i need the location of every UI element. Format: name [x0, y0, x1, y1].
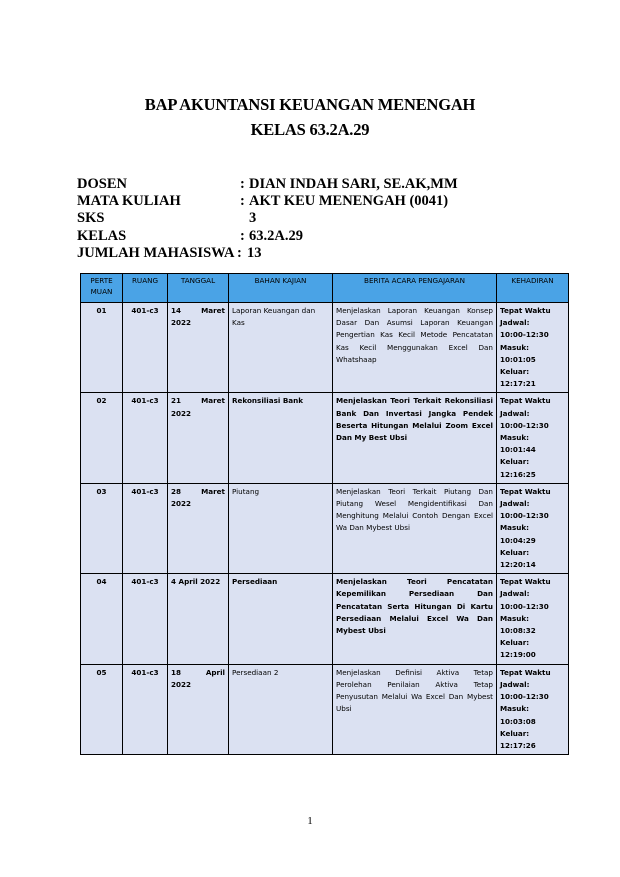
header-berita-acara: BERITA ACARA PENGAJARAN — [333, 274, 497, 303]
cell-tanggal: 4 April 2022 — [168, 574, 229, 664]
cell-pertemuan: 04 — [81, 574, 123, 664]
page-number: 1 — [307, 815, 313, 827]
info-label: KELAS — [77, 227, 127, 244]
cell-kehadiran: Tepat Waktu Jadwal: 10:00-12:30 Masuk: 10:04:29 Keluar: 12:20:14 — [497, 483, 569, 573]
cell-kehadiran: Tepat Waktu Jadwal: 10:00-12:30 Masuk: 10:03:08 Keluar: 12:17:26 — [497, 664, 569, 754]
info-value: DIAN INDAH SARI, SE.AK,MM — [249, 176, 458, 192]
header-ruang: RUANG — [123, 274, 168, 303]
cell-pertemuan: 01 — [81, 303, 123, 393]
attendance-table — [80, 273, 569, 755]
header-tanggal: TANGGAL — [168, 274, 229, 303]
table-row — [81, 393, 569, 483]
cell-bahan-kajian: Rekonsiliasi Bank — [229, 393, 333, 483]
cell-ruang: 401-c3 — [123, 303, 168, 393]
cell-berita-acara: Menjelaskan Teori Terkait Piutang Dan Piutang Wesel Mengidentifikasi Dan Menghitung Melalui Contoh Dengan Excel Wa Dan Mybest Ubsi — [333, 483, 497, 573]
table-header-row — [81, 274, 569, 303]
cell-kehadiran: Tepat Waktu Jadwal: 10:00-12:30 Masuk: 10:01:44 Keluar: 12:16:25 — [497, 393, 569, 483]
info-label: MATA KULIAH — [77, 193, 181, 210]
table-row — [81, 664, 569, 754]
cell-bahan-kajian: Piutang — [229, 483, 333, 573]
cell-ruang: 401-c3 — [123, 393, 168, 483]
table-row — [81, 303, 569, 393]
cell-tanggal: 14 Maret 2022 — [168, 303, 229, 393]
info-separator: : — [240, 227, 245, 244]
header-kehadiran: KEHADIRAN — [497, 274, 569, 303]
header-pertemuan: PERTE MUAN — [81, 274, 123, 303]
info-value: AKT KEU MENENGAH (0041) — [249, 193, 449, 210]
cell-ruang: 401-c3 — [123, 483, 168, 573]
cell-tanggal: 21 Maret 2022 — [168, 393, 229, 483]
cell-pertemuan: 02 — [81, 393, 123, 483]
info-separator: : — [237, 244, 242, 261]
cell-berita-acara: Menjelaskan Teori Terkait Rekonsiliasi Bank Dan Invertasi Jangka Pendek Beserta Hitungan Melalui Zoom Excel Dan My Best Ubsi — [333, 393, 497, 483]
cell-pertemuan: 05 — [81, 664, 123, 754]
cell-tanggal: 28 Maret 2022 — [168, 483, 229, 573]
document-title: BAP AKUNTANSI KEUANGAN MENENGAH — [144, 95, 476, 114]
cell-pertemuan: 03 — [81, 483, 123, 573]
info-separator: : — [240, 193, 245, 210]
cell-berita-acara: Menjelaskan Teori Pencatatan Kepemilikan Persediaan Dan Pencatatan Serta Hitungan Di Kartu Persediaan Melalui Excel Wa Dan Mybest Ubsi — [333, 574, 497, 664]
info-separator: : — [240, 176, 245, 192]
cell-kehadiran: Tepat Waktu Jadwal: 10:00-12:30 Masuk: 10:01:05 Keluar: 12:17:21 — [497, 303, 569, 393]
info-value: 13 — [247, 244, 262, 261]
cell-bahan-kajian: Persediaan 2 — [229, 664, 333, 754]
cell-bahan-kajian: Persediaan — [229, 574, 333, 664]
cell-ruang: 401-c3 — [123, 664, 168, 754]
info-value: 63.2A.29 — [249, 227, 303, 244]
cell-berita-acara: Menjelaskan Definisi Aktiva Tetap Perolehan Penilaian Aktiva Tetap Penyusutan Melalui Wa Excel Dan Mybest Ubsi — [333, 664, 497, 754]
table-row — [81, 483, 569, 573]
cell-kehadiran: Tepat Waktu Jadwal: 10:00-12:30 Masuk: 10:08:32 Keluar: 12:19:00 — [497, 574, 569, 664]
info-label: JUMLAH MAHASISWA — [77, 244, 235, 261]
header-bahan-kajian: BAHAN KAJIAN — [229, 274, 333, 303]
info-label: DOSEN — [77, 176, 127, 192]
cell-bahan-kajian: Laporan Keuangan dan Kas — [229, 303, 333, 393]
info-value: 3 — [249, 210, 257, 227]
cell-ruang: 401-c3 — [123, 574, 168, 664]
table-row — [81, 574, 569, 664]
cell-tanggal: 18 April 2022 — [168, 664, 229, 754]
info-label: SKS — [77, 210, 105, 227]
document-subtitle: KELAS 63.2A.29 — [250, 120, 370, 139]
cell-berita-acara: Menjelaskan Laporan Keuangan Konsep Dasar Dan Asumsi Laporan Keuangan Pengertian Kas Kecil Metode Pencatatan Kas Kecil Menggunakan Excel Dan Whatshaap — [333, 303, 497, 393]
